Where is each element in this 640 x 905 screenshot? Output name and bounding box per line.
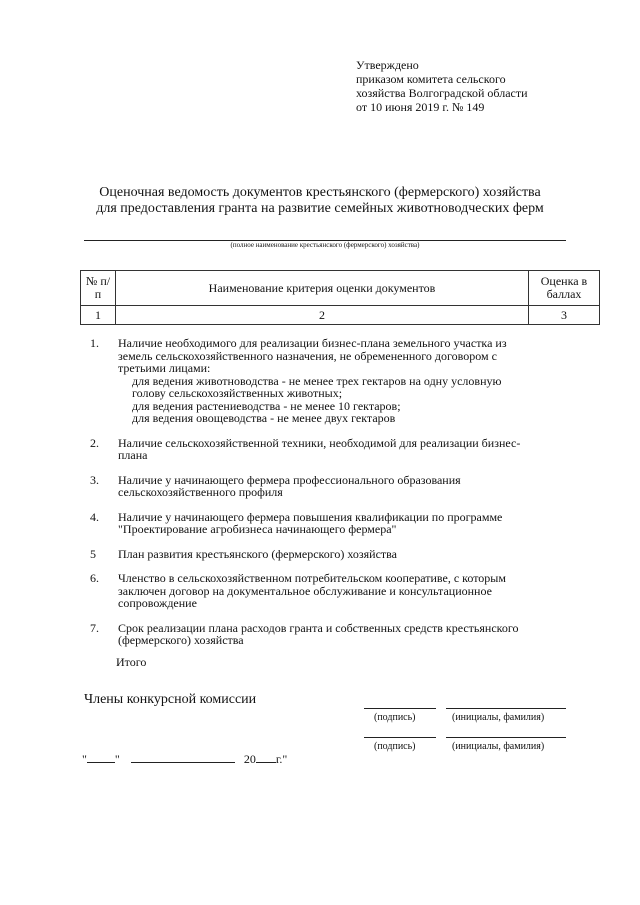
approval-line: Утверждено [356, 58, 419, 72]
column-number-1: 1 [81, 306, 116, 325]
criterion-number: 6. [90, 571, 99, 585]
criterion-number: 5 [90, 546, 96, 561]
total-label: Итого [116, 655, 147, 669]
signature-line [364, 708, 436, 709]
month-blank [131, 752, 235, 763]
farm-name-caption: (полное наименование крестьянского (фермерского) хозяйства) [230, 241, 420, 249]
approval-line: приказом комитета сельского [356, 72, 506, 86]
criterion-item [88, 437, 538, 462]
year-prefix: 20 [243, 752, 256, 766]
criterion-text: Членство в сельскохозяйственном потребительском кооперативе, с которым заключен договор на документальное обслуживание и консультационное сопровождение [118, 571, 506, 610]
criterion-subtext: для ведения овощеводства - не менее двух гектаров [132, 411, 396, 425]
criterion-text: Наличие у начинающего фермера профессионального образования сельскохозяйственного профиля [118, 472, 461, 499]
year-blank [256, 752, 276, 763]
initials-line [446, 708, 566, 709]
criterion-text: Наличие у начинающего фермера повышения квалификации по программе "Проектирование агробизнеса начинающего фермера" [118, 509, 503, 536]
criterion-text: Наличие необходимого для реализации бизнес-плана земельного участка из земель сельскохозяйственного назначения, не обремененного договором с третьими лицами: [118, 336, 507, 375]
year-suffix: г." [275, 752, 288, 766]
criterion-item [88, 548, 538, 561]
date-line [82, 752, 287, 767]
criterion-item [88, 511, 538, 536]
criterion-number: 4. [90, 509, 99, 524]
criterion-text: Срок реализации плана расходов гранта и собственных средств крестьянского (фермерского) хозяйства [118, 620, 519, 647]
date-quote-close: " [114, 752, 120, 766]
title-line: Оценочная ведомость документов крестьянского (фермерского) хозяйства [99, 185, 541, 200]
header-criterion: Наименование критерия оценки документов [116, 271, 529, 306]
criterion-number: 3. [90, 472, 99, 487]
column-number-2: 2 [116, 306, 529, 325]
criterion-text: План развития крестьянского (фермерского) хозяйства [118, 546, 397, 561]
signature-line [364, 737, 436, 738]
criterion-subtext: для ведения животноводства - не менее трех гектаров на одну условную голову сельскохозяйственных животных; [132, 373, 502, 400]
signature-caption: (подпись) [374, 712, 416, 723]
criterion-number: 1. [90, 336, 99, 350]
title-line: для предоставления гранта на развитие семейных животноводческих ферм [96, 201, 544, 216]
criterion-item [88, 622, 538, 647]
criterion-number: 2. [90, 435, 99, 450]
approval-line: от 10 июня 2019 г. № 149 [356, 100, 485, 114]
signature-caption: (подпись) [374, 741, 416, 752]
day-blank [87, 752, 115, 763]
table-header-row [81, 271, 600, 306]
initials-line [446, 737, 566, 738]
header-score: Оценка в баллах [529, 271, 600, 306]
initials-caption: (инициалы, фамилия) [452, 741, 545, 752]
column-number-3: 3 [529, 306, 600, 325]
criterion-text: Наличие сельскохозяйственной техники, необходимой для реализации бизнес-плана [118, 435, 521, 462]
initials-caption: (инициалы, фамилия) [452, 712, 545, 723]
criteria-list [88, 337, 538, 659]
table-numbering-row [81, 306, 600, 325]
criterion-subtext: для ведения растениеводства - не менее 10 гектаров; [132, 398, 401, 413]
criterion-number: 7. [90, 620, 99, 635]
document-title [0, 185, 640, 217]
criterion-item [88, 572, 538, 610]
commission-label: Члены конкурсной комиссии [84, 692, 257, 707]
approval-line: хозяйства Волгоградской области [356, 86, 528, 100]
criterion-item [88, 337, 538, 425]
criteria-table [80, 270, 600, 325]
header-number: № п/п [81, 271, 116, 306]
criterion-item [88, 474, 538, 499]
date-quote-open: " [82, 752, 87, 766]
approval-block [356, 58, 586, 114]
